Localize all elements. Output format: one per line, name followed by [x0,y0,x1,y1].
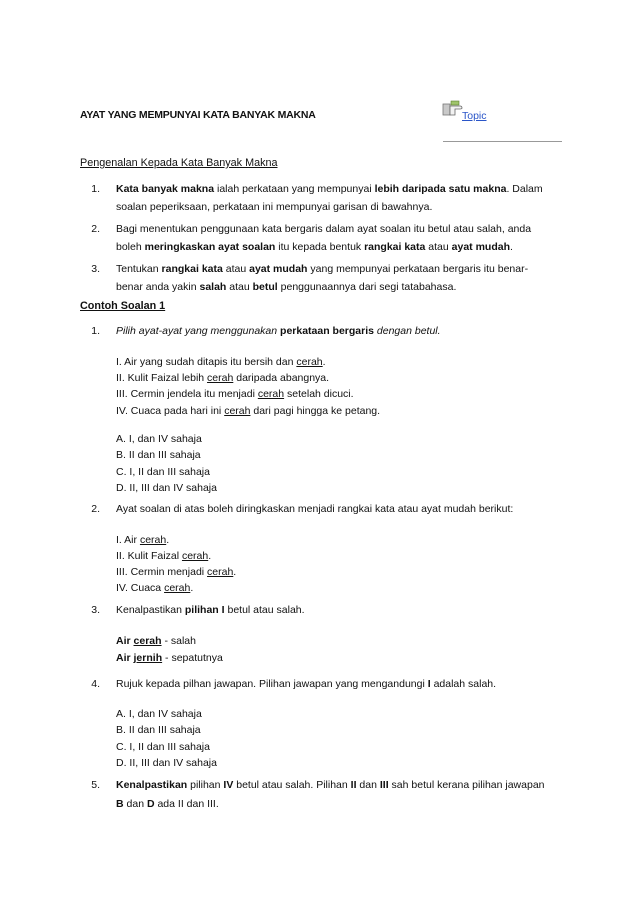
question-1-number: 1. [91,325,100,337]
q4-option-d: D. II, III dan IV sahaja [116,757,217,769]
q4-prompt-c: adalah salah. [430,678,497,690]
q2-stmt-3-post: . [233,566,237,578]
document-title: AYAT YANG MEMPUNYAI KATA BANYAK MAKNA [80,109,316,121]
question-5-number: 5. [91,779,100,791]
pointing-hand-icon [442,100,464,118]
q1-stmt-1-post: . [322,356,326,368]
q1-stmt-2-post: daripada abangnya. [233,372,330,384]
q1-option-b: B. II dan III sahaja [116,449,201,461]
q1-stmt-2-word: cerah [207,372,234,384]
intro-item-1-number: 1. [91,183,100,195]
q3-line-1-post: - salah [161,635,196,647]
intro-1-line-2: soalan peperiksaan, perkataan ini mempunyai garisan di bawahnya. [116,201,433,213]
q4-prompt-bold: I [427,678,431,690]
q1-stmt-1-word: cerah [296,356,323,368]
q3-prompt-c: betul atau salah. [224,604,305,616]
intro-item-2-number: 2. [91,223,100,235]
q1-stmt-3-pre: III. Cermin jendela itu menjadi [116,388,258,400]
q1-stmt-2-pre: II. Kulit Faizal lebih [116,372,208,384]
intro-2-text-d: . [510,241,513,253]
intro-2-line-1: Bagi menentukan penggunaan kata bergaris dalam ayat soalan itu betul atau salah, anda [116,223,532,235]
q2-stmt-4-word: cerah [164,582,191,594]
q1-statements [116,355,380,420]
q2-stmt-1-pre: I. Air [116,534,140,546]
q4-option-a: A. I, dan IV sahaja [116,708,202,720]
q2-stmt-1-word: cerah [139,534,167,546]
q5-text-h: sah betul kerana pilihan jawapan [388,779,545,791]
q5-text-d: betul atau salah. Pilihan [233,779,351,791]
q4-option-b: B. II dan III sahaja [116,724,201,736]
q3-line-2-word: jernih [133,652,163,664]
intro-item-3-number: 3. [91,263,100,275]
q3-line-2-post: - sepatutnya [162,652,223,664]
section-heading-intro: Pengenalan Kepada Kata Banyak Makna [80,157,278,169]
q5-text-l: ada II dan III. [154,798,219,810]
term-lebih-daripada-satu-makna: lebih daripada satu makna [374,183,507,195]
q4-prompt-a: Rujuk kepada pilhan jawapan. Pilihan jawapan yang mengandungi [116,678,428,690]
q5-text-j: dan [123,798,147,810]
term-kata-banyak-makna: Kata banyak makna [116,183,215,195]
q2-stmt-4-post: . [190,582,194,594]
q3-line-1-pre: Air [116,635,134,647]
q2-stmt-2-pre: II. Kulit Faizal [116,550,182,562]
q4-option-c: C. I, II dan III sahaja [116,741,210,753]
intro-3-text-d: benar anda yakin [116,281,200,293]
q1-stmt-1-pre: I. Air yang sudah ditapis itu bersih dan [116,356,297,368]
intro-2-text-b: itu kepada bentuk [275,241,365,253]
q3-prompt-a: Kenalpastikan [116,604,185,616]
q1-stmt-3-post: setelah dicuci. [284,388,354,400]
q5-text-e: II [350,779,357,791]
q2-stmt-1-post: . [166,534,170,546]
q2-prompt: Ayat soalan di atas boleh diringkaskan menjadi rangkai kata atau ayat mudah berikut: [116,503,514,515]
q5-text-g: III [379,779,389,791]
q1-prompt-c: dengan betul. [374,325,441,337]
topic-divider [443,141,562,142]
q1-prompt-a: Pilih ayat-ayat yang menggunakan [116,325,281,337]
q5-text-i: B [116,798,124,810]
q2-stmt-2-word: cerah [181,550,209,562]
q3-answers [116,634,223,667]
q5-text-k: D [146,798,155,810]
q5-text-b: pilihan [187,779,224,791]
q1-prompt-bold: perkataan bergaris [280,325,374,337]
term-meringkaskan-ayat-soalan: meringkaskan ayat soalan [144,241,276,253]
q2-statements [116,533,236,597]
q5-text-a: Kenalpastikan [116,779,188,791]
q5-text-c: IV [223,779,234,791]
q3-line-2-pre: Air [116,652,134,664]
term-rangkai-kata: rangkai kata [364,241,426,253]
q1-option-d: D. II, III dan IV sahaja [116,482,217,494]
intro-2-text-c: atau [425,241,452,253]
q2-stmt-3-pre: III. Cermin menjadi [116,566,208,578]
term-betul: betul [252,281,278,293]
q5-text-f: dan [356,779,380,791]
q2-stmt-3-word: cerah [207,566,234,578]
section-heading-contoh-soalan: Contoh Soalan 1 [80,300,166,312]
q2-stmt-4-pre: IV. Cuaca [116,582,165,594]
q1-options [116,432,217,497]
intro-2-text-a: boleh [116,241,145,253]
q1-option-c: C. I, II dan III sahaja [116,466,210,478]
q1-stmt-4-pre: IV. Cuaca pada hari ini [116,405,225,417]
q1-stmt-4-word: cerah [224,405,251,417]
intro-3-text-c: yang mempunyai perkataan bergaris itu benar- [307,263,529,275]
question-4-number: 4. [91,678,100,690]
intro-3-text-b: atau [222,263,250,275]
intro-3-text-a: Tentukan [116,263,162,275]
question-3-number: 3. [91,604,100,616]
q2-stmt-2-post: . [208,550,212,562]
q1-option-a: A. I, dan IV sahaja [116,433,202,445]
term-ayat-mudah-2: ayat mudah [249,263,308,275]
q3-prompt-bold: pilihan I [184,604,225,616]
intro-1-text-a: ialah perkataan yang mempunyai [214,183,375,195]
q1-stmt-4-post: dari pagi hingga ke petang. [250,405,381,417]
intro-3-text-f: penggunaannya dari segi tatabahasa. [277,281,457,293]
q3-line-1-word: cerah [133,635,162,647]
term-ayat-mudah: ayat mudah [451,241,511,253]
q1-stmt-3-word: cerah [257,388,285,400]
intro-3-text-e: atau [226,281,253,293]
term-rangkai-kata-2: rangkai kata [161,263,223,275]
term-salah: salah [199,281,227,293]
q4-options [116,707,217,772]
question-2-number: 2. [91,503,100,515]
topic-link[interactable]: Topic [462,110,487,122]
intro-1-text-b: . Dalam [506,183,543,195]
